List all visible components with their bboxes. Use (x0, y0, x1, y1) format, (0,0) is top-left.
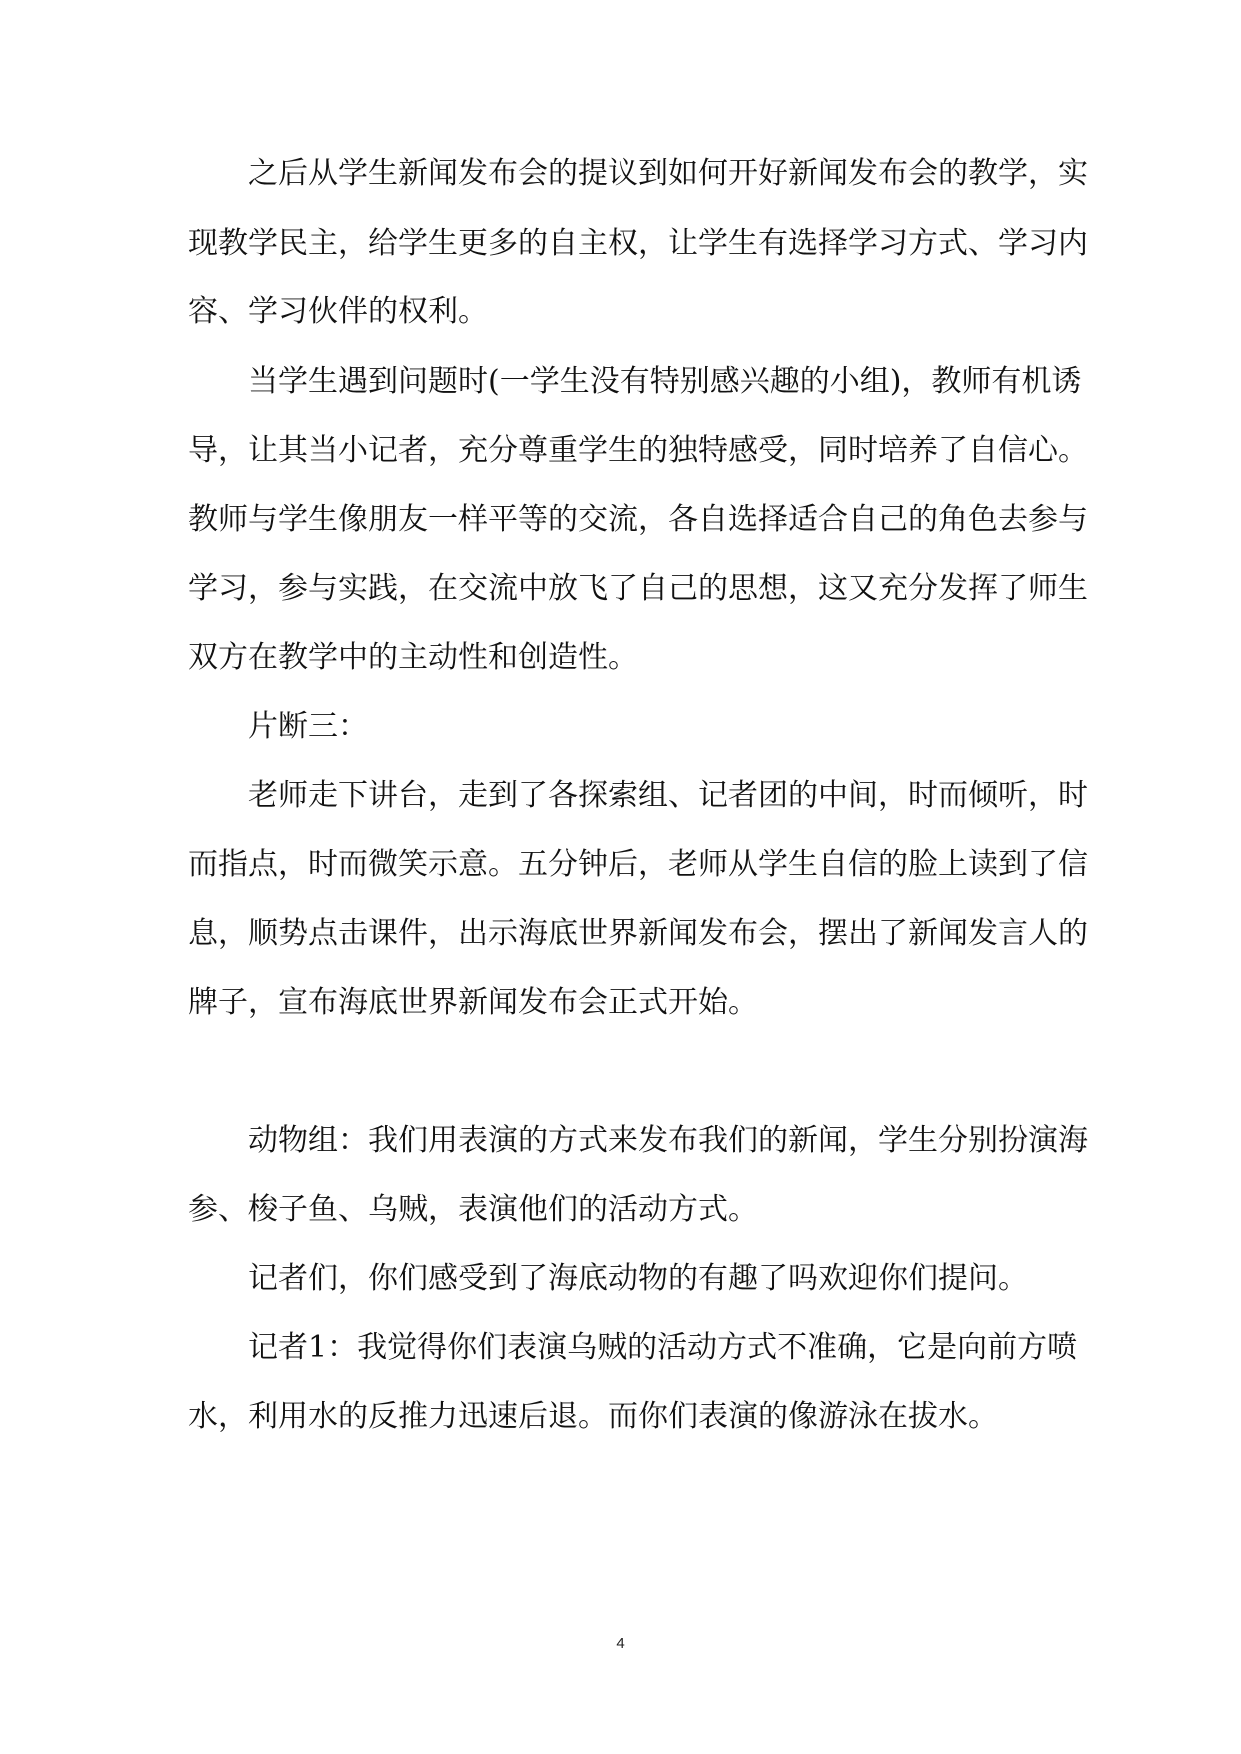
paragraph-3-line-2: 而指点，时而微笑示意。五分钟后，老师从学生自信的脸上读到了信 (188, 847, 1088, 882)
paragraph-1-line-3: 容、学习伙伴的权利。 (188, 294, 488, 329)
paragraph-4-line-1: 动物组：我们用表演的方式来发布我们的新闻，学生分别扮演海 (248, 1123, 1088, 1158)
paragraph-3-line-1: 老师走下讲台，走到了各探索组、记者团的中间，时而倾听，时 (248, 778, 1088, 813)
paragraph-2-line-1: 当学生遇到问题时(一学生没有特别感兴趣的小组)，教师有机诱 (248, 364, 1082, 399)
paragraph-1-line-2: 现教学民主，给学生更多的自主权，让学生有选择学习方式、学习内 (188, 226, 1088, 261)
paragraph-4-line-2: 参、梭子鱼、乌贼，表演他们的活动方式。 (188, 1192, 758, 1227)
paragraph-2-line-4: 学习，参与实践，在交流中放飞了自己的思想，这又充分发挥了师生 (188, 571, 1088, 606)
paragraph-2-line-2: 导，让其当小记者，充分尊重学生的独特感受，同时培养了自信心。 (188, 433, 1088, 468)
paragraph-3-line-3: 息，顺势点击课件，出示海底世界新闻发布会，摆出了新闻发言人的 (188, 916, 1088, 951)
section-heading: 片断三： (248, 709, 368, 744)
paragraph-2-line-3: 教师与学生像朋友一样平等的交流，各自选择适合自己的角色去参与 (188, 502, 1088, 537)
paragraph-6-line-1: 记者1：我觉得你们表演乌贼的活动方式不准确，它是向前方喷 (248, 1330, 1078, 1365)
paragraph-5-line-1: 记者们，你们感受到了海底动物的有趣了吗欢迎你们提问。 (248, 1261, 1028, 1296)
paragraph-1-line-1: 之后从学生新闻发布会的提议到如何开好新闻发布会的教学，实 (248, 156, 1088, 191)
page-number: 4 (616, 1635, 625, 1652)
paragraph-2-line-5: 双方在教学中的主动性和创造性。 (188, 640, 638, 675)
paragraph-3-line-4: 牌子，宣布海底世界新闻发布会正式开始。 (188, 985, 758, 1020)
paragraph-6-line-2: 水，利用水的反推力迅速后退。而你们表演的像游泳在拔水。 (188, 1399, 998, 1434)
